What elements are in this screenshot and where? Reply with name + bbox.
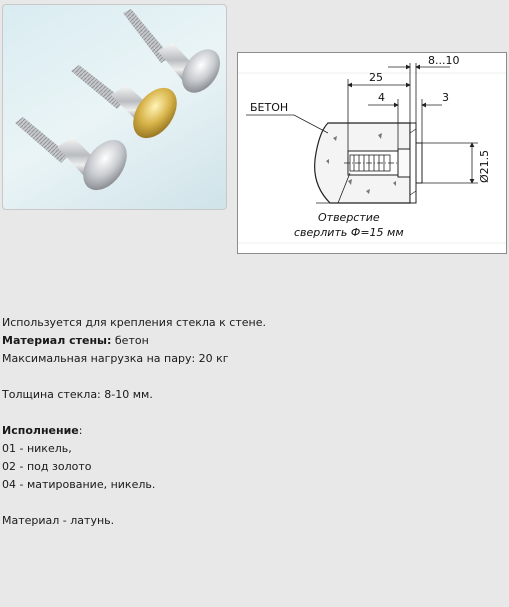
bolt-gold-middle xyxy=(71,65,186,146)
wall-material-value: бетон xyxy=(111,334,149,347)
dimension-4: 4 xyxy=(378,91,385,104)
drawing-canvas xyxy=(238,53,506,253)
dimension-diameter: Ø21.5 xyxy=(478,149,491,183)
note-line-2: сверлить Ф=15 мм xyxy=(294,226,404,239)
product-description xyxy=(2,314,502,530)
version-item: 01 - никель, xyxy=(2,442,72,455)
dimension-25: 25 xyxy=(369,71,383,84)
wall-material-label: Материал стены: xyxy=(2,334,112,347)
glass-panel xyxy=(410,123,416,203)
dimension-3: 3 xyxy=(442,91,449,104)
label-concrete: БЕТОН xyxy=(250,101,289,114)
technical-drawing xyxy=(237,52,507,254)
max-load-text: Максимальная нагрузка на пару: 20 кг xyxy=(2,352,229,365)
bolt-nickel-bottom xyxy=(15,117,136,198)
version-item: 02 - под золото xyxy=(2,460,92,473)
material-text: Материал - латунь. xyxy=(2,514,115,527)
cap xyxy=(416,143,422,183)
note-line-1: Отверстие xyxy=(318,211,380,224)
dimension-8-10: 8...10 xyxy=(428,54,460,67)
usage-text: Используется для крепления стекла к стене. xyxy=(2,316,266,329)
versions-label: Исполнение xyxy=(2,424,79,437)
wall-material-line xyxy=(2,332,502,350)
product-photo xyxy=(2,4,227,210)
standoff-bolts-image xyxy=(3,5,227,210)
spacer xyxy=(398,149,410,177)
versions-heading: Исполнение: xyxy=(2,424,83,437)
version-item: 04 - матирование, никель. xyxy=(2,478,156,491)
bolt-nickel-top xyxy=(123,9,227,100)
glass-thickness-text: Толщина стекла: 8-10 мм. xyxy=(2,388,153,401)
